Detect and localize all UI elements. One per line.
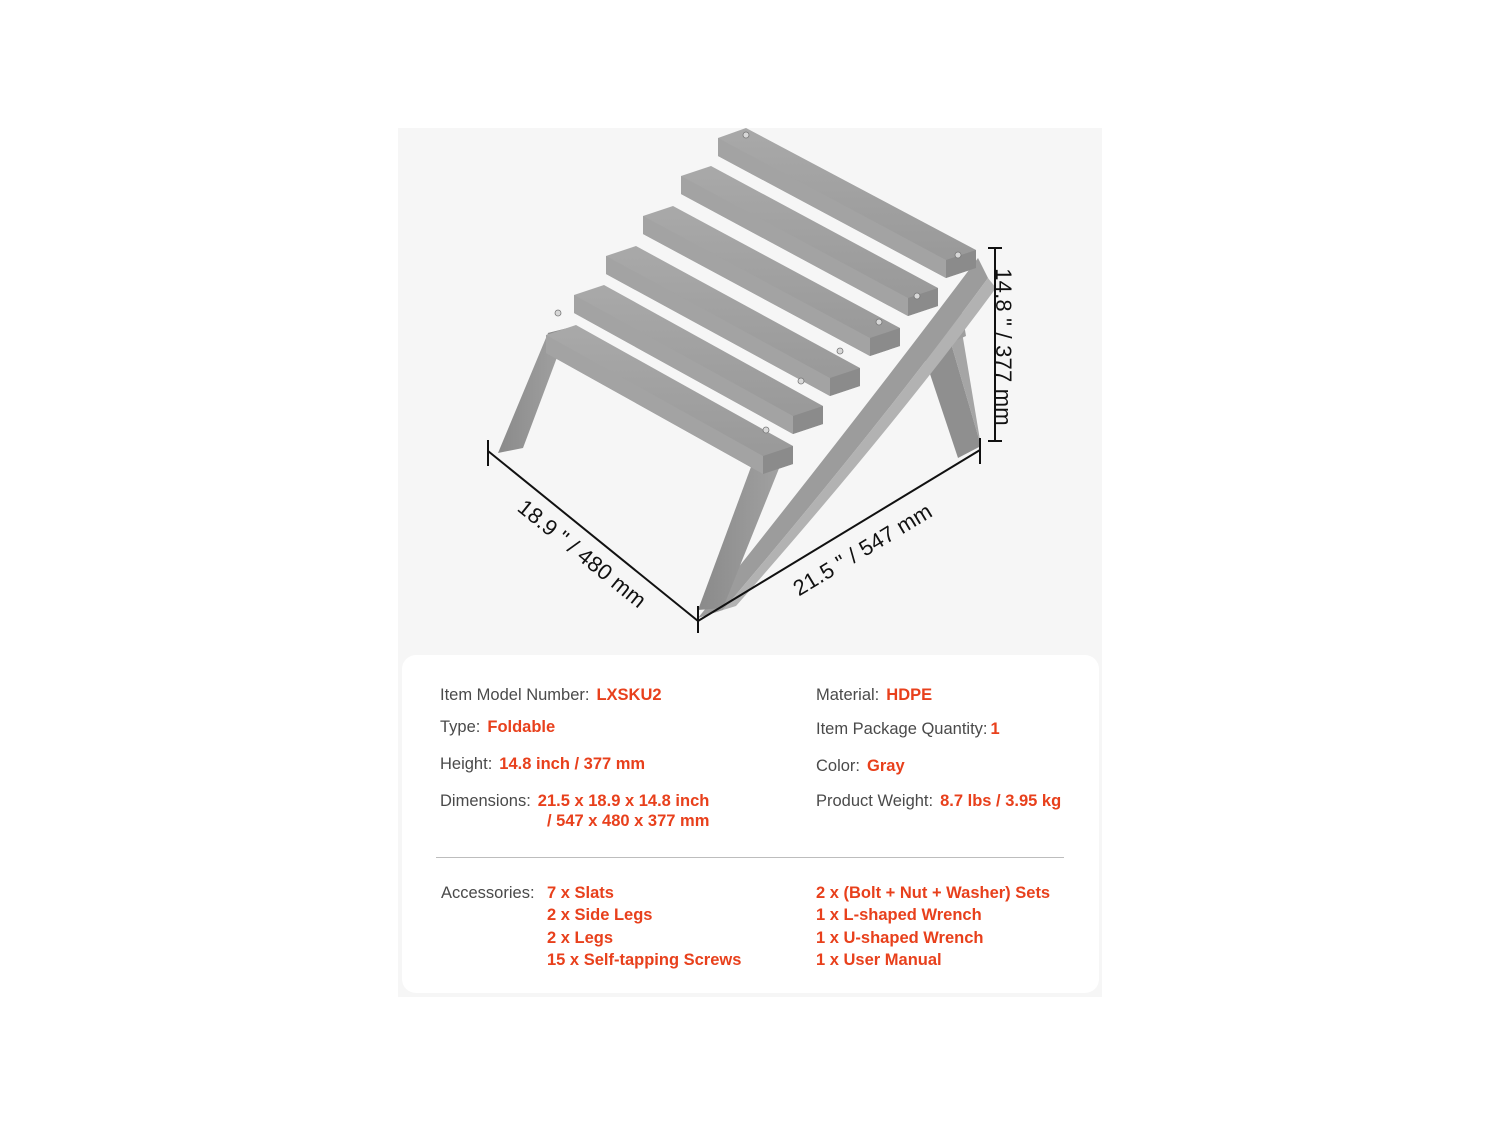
spec-value: Gray <box>867 757 905 775</box>
depth-dimension-label: 18.9 " / 480 mm <box>513 494 652 613</box>
accessory-item: 15 x Self-tapping Screws <box>547 950 742 969</box>
accessory-item: 2 x Side Legs <box>547 906 653 925</box>
spec-label: Material: <box>816 686 880 704</box>
accessories-heading: Accessories: <box>441 884 535 902</box>
spec-label: Item Model Number: <box>440 686 590 704</box>
accessory-item: 1 x L-shaped Wrench <box>816 906 982 925</box>
slats <box>546 128 976 474</box>
spec-dimensions <box>440 790 709 812</box>
spec-label: Item Package Quantity: <box>816 720 988 738</box>
spec-label: Product Weight: <box>816 792 934 810</box>
spec-value: HDPE <box>886 686 933 704</box>
spec-material <box>816 684 932 706</box>
height-dimension-label: 14.8 " / 377 mm <box>990 268 1016 426</box>
spec-dimensions-metric: / 547 x 480 x 377 mm <box>547 812 710 830</box>
spec-height <box>440 753 645 775</box>
spec-label: Dimensions: <box>440 792 531 810</box>
accessory-item: 1 x U-shaped Wrench <box>816 928 984 947</box>
spec-value: 1 <box>990 720 1000 738</box>
accessory-item: 1 x User Manual <box>816 950 942 969</box>
spec-value: Foldable <box>487 718 556 736</box>
accessory-item: 2 x (Bolt + Nut + Washer) Sets <box>816 884 1051 902</box>
spec-value: 14.8 inch / 377 mm <box>499 755 646 773</box>
spec-label: Height: <box>440 755 493 773</box>
spec-type <box>440 716 555 738</box>
spec-label: Type: <box>440 718 481 736</box>
accessories-list-1 <box>547 882 741 971</box>
spec-value: 8.7 lbs / 3.95 kg <box>940 792 1062 810</box>
accessories-list-2 <box>816 882 1050 971</box>
accessory-item: 2 x Legs <box>547 928 614 947</box>
accessory-item: 7 x Slats <box>547 884 614 902</box>
section-divider <box>436 857 1064 858</box>
accessories-label <box>441 882 535 904</box>
spec-model-number <box>440 684 662 706</box>
width-dimension-label: 21.5 " / 547 mm <box>788 498 937 601</box>
spec-product-weight <box>816 790 1061 812</box>
spec-color <box>816 755 905 777</box>
spec-package-quantity <box>816 718 1000 740</box>
spec-label: Color: <box>816 757 861 775</box>
spec-value: 21.5 x 18.9 x 14.8 inch <box>537 792 710 810</box>
spec-value: LXSKU2 <box>596 686 662 704</box>
